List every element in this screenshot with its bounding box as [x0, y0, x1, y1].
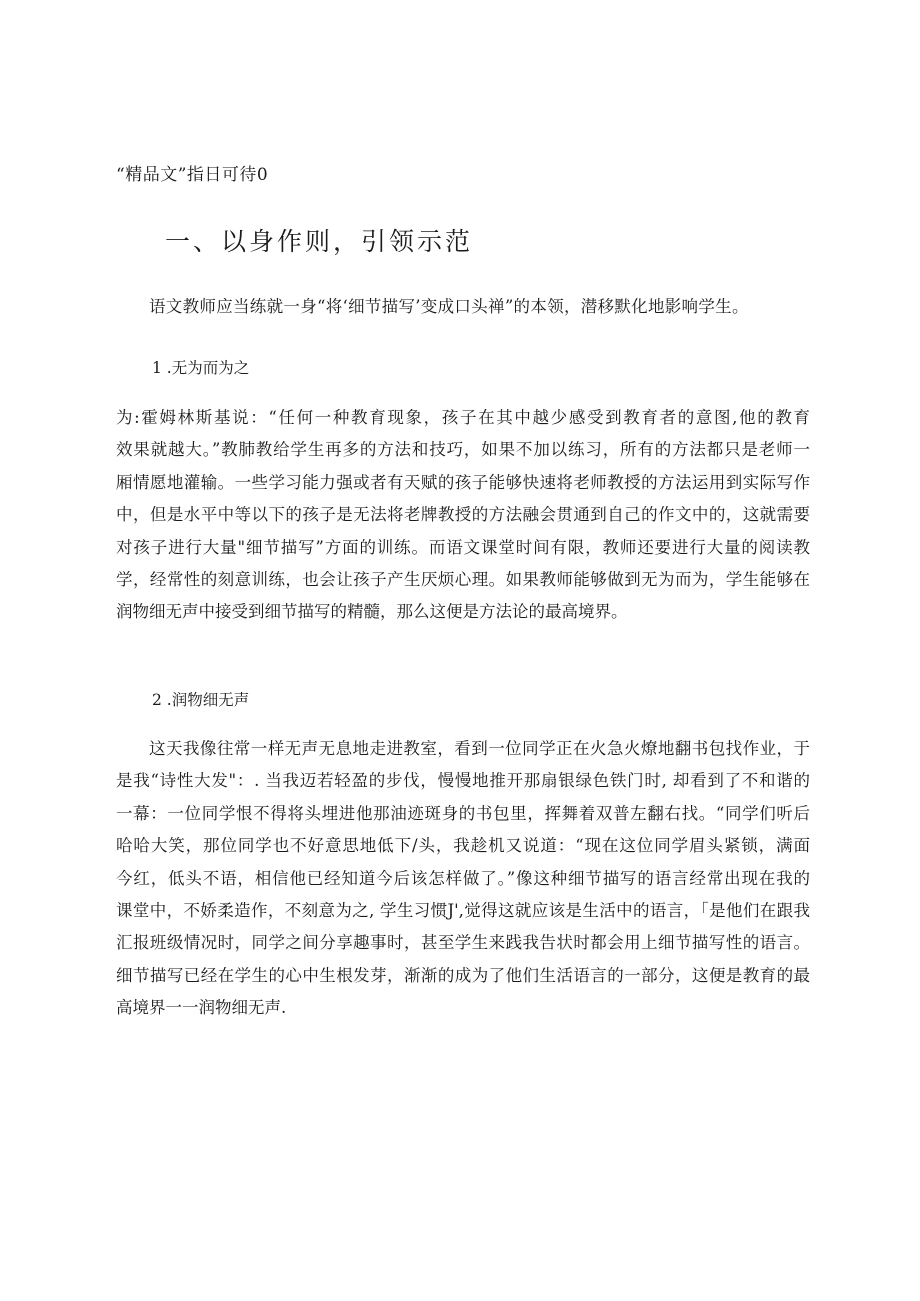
paragraph-line: 效果就越大。”教肺教给学生再多的方法和技巧，如果不加以练习，所有的方法都只是老师一 — [116, 440, 810, 460]
paragraph-line: 中，但是水平中等以下的孩子是无法将老牌教授的方法融会贯通到自己的作文中的，这就需要 — [116, 505, 810, 525]
subsection-paragraph-1 — [116, 402, 810, 629]
paragraph-line: 这天我像往常一样无声无息地走进教室，看到一位同学正在火急火燎地翻书包找作业，于 — [149, 739, 810, 758]
section-heading: 一、以身作则，引领示范 — [165, 227, 474, 256]
paragraph-line: 一幕：一位同学恨不得将头埋进他那油迹斑身的书包里，挥舞着双普左翻右找。“同学们听后 — [116, 803, 810, 823]
paragraph-line: 为:霍姆林斯基说：“任何一种教育现象，孩子在其中越少感受到教育者的意图,他的教育 — [116, 408, 810, 427]
paragraph-line: 对孩子进行大量"细节描写”方面的训练。而语文课堂时间有限，教师还要进行大量的阅读教 — [116, 537, 810, 557]
paragraph-line: 今红，低头不语，相信他已经知道今后该怎样做了。”像这种细节描写的语言经常出现在我的 — [116, 868, 810, 888]
paragraph-line: 细节描写已经在学生的心中生根发芽，渐渐的成为了他们生活语言的一部分，这便是教育的最 — [116, 965, 810, 985]
paragraph-line: 高境界一一润物细无声. — [116, 998, 287, 1018]
header-line: “精品文”指日可待0 — [116, 165, 269, 185]
subsection-title-2: 2 .润物细无声 — [152, 691, 250, 709]
subsection-title-1: 1 .无为而为之 — [152, 359, 250, 377]
paragraph-line: 学，经常性的刻意训练，也会让孩子产生厌烦心理。如果教师能够做到无为而为，学生能够在 — [116, 569, 810, 589]
paragraph-line: 是我“诗性大发"：. 当我迈若轻盈的步伐，慢慢地推开那扇银绿色铁门时, 却看到了不和谐的 — [116, 771, 810, 791]
subsection-paragraph-2 — [116, 733, 810, 1025]
paragraph-line: 课堂中，不娇柔造作，不刻意为之, 学生习惯J',觉得这就应该是生活中的语言，「是他们在跟我 — [116, 900, 810, 920]
paragraph-line: 润物细无声中接受到细节描写的精髓，那么这便是方法论的最高境界。 — [116, 602, 628, 622]
paragraph-line: 汇报班级情况时，同学之间分享趣事时，甚至学生来践我告状时都会用上细节描写性的语言。 — [116, 933, 810, 953]
paragraph-line: 哈哈大笑，那位同学也不好意思地低下/头，我趁机又说道：“现在这位同学眉头紧锁，满面 — [116, 836, 810, 856]
intro-paragraph: 语文教师应当练就一身“将‘细节描写’变成口头禅”的本领，潜移默化地影响学生。 — [149, 297, 749, 316]
paragraph-line: 厢情愿地灌输。一些学习能力强或者有天赋的孩子能够快速将老师教授的方法运用到实际写作 — [116, 472, 810, 492]
